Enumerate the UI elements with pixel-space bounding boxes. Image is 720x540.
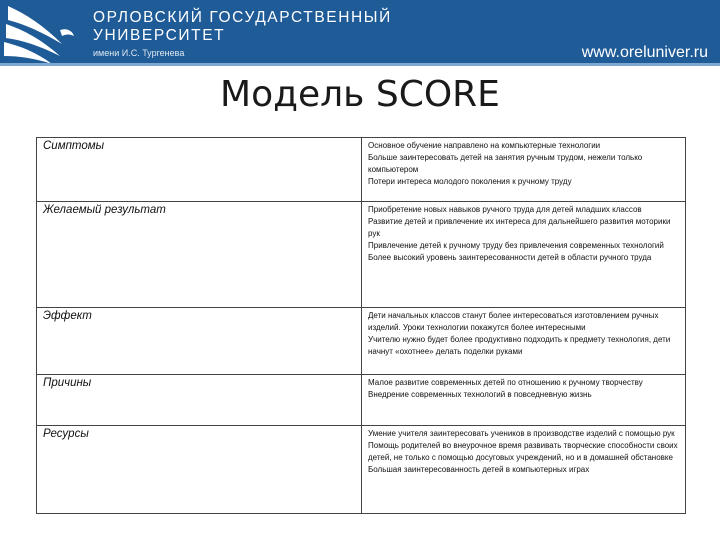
row-content-desired-result <box>362 202 686 308</box>
row-content-effect <box>362 308 686 375</box>
table-row <box>37 202 686 308</box>
row-content-causes <box>362 375 686 426</box>
list-item: Внедрение современных технологий в повседневную жизнь <box>368 390 592 399</box>
list-item: Помощь родителей во внеурочное время развивать творческие способности своих детей, не только с помощью досуговых учреждений, но и в домашней обстановке <box>368 441 678 462</box>
table-row <box>37 426 686 514</box>
list-item: Малое развитие современных детей по отношению к ручному творчеству <box>368 378 643 387</box>
row-label-resources: Ресурсы <box>37 426 362 514</box>
list-item: Приобретение новых навыков ручного труда для детей младших классов <box>368 205 642 214</box>
website-link[interactable]: www.oreluniver.ru <box>581 44 708 61</box>
list-item: Потери интереса молодого поколения к ручному труду <box>368 177 572 186</box>
header-stripe <box>0 63 720 66</box>
list-item: Привлечение детей к ручному труду без привлечения современных технологий <box>368 241 664 250</box>
university-logo-icon <box>0 0 92 66</box>
row-label-desired-result: Желаемый результат <box>37 202 362 308</box>
row-content-resources <box>362 426 686 514</box>
table-row <box>37 138 686 202</box>
list-item: Развитие детей и привлечение их интереса для дальнейшего развития моторики рук <box>368 217 671 238</box>
slide-title: Модель SCORE <box>220 74 500 115</box>
list-item: Больше заинтересовать детей на занятия ручным трудом, нежели только компьютером <box>368 153 643 174</box>
table-row <box>37 308 686 375</box>
university-header <box>0 0 720 66</box>
university-name-line2: УНИВЕРСИТЕТ <box>93 27 226 44</box>
list-item: Учителю нужно будет более продуктивно подходить к предмету технология, дети начнут «охотнее» делать поделки руками <box>368 335 671 356</box>
list-item: Дети начальных классов станут более интересоваться изготовлением ручных изделий. Уроки технологии покажутся более интересными <box>368 311 659 332</box>
row-content-symptoms <box>362 138 686 202</box>
list-item: Основное обучение направлено на компьютерные технологии <box>368 141 601 150</box>
university-name-line3: имени И.С. Тургенева <box>93 48 185 58</box>
row-label-symptoms: Симптомы <box>37 138 362 202</box>
table-row <box>37 375 686 426</box>
row-label-effect: Эффект <box>37 308 362 375</box>
score-model-table <box>36 137 686 514</box>
list-item: Умение учителя заинтересовать учеников в производстве изделий с помощью рук <box>368 429 675 438</box>
row-label-causes: Причины <box>37 375 362 426</box>
list-item: Большая заинтересованность детей в компьютерных играх <box>368 465 590 474</box>
list-item: Более высокий уровень заинтересованности детей в области ручного труда <box>368 253 652 262</box>
university-name-line1: ОРЛОВСКИЙ ГОСУДАРСТВЕННЫЙ <box>93 9 392 26</box>
